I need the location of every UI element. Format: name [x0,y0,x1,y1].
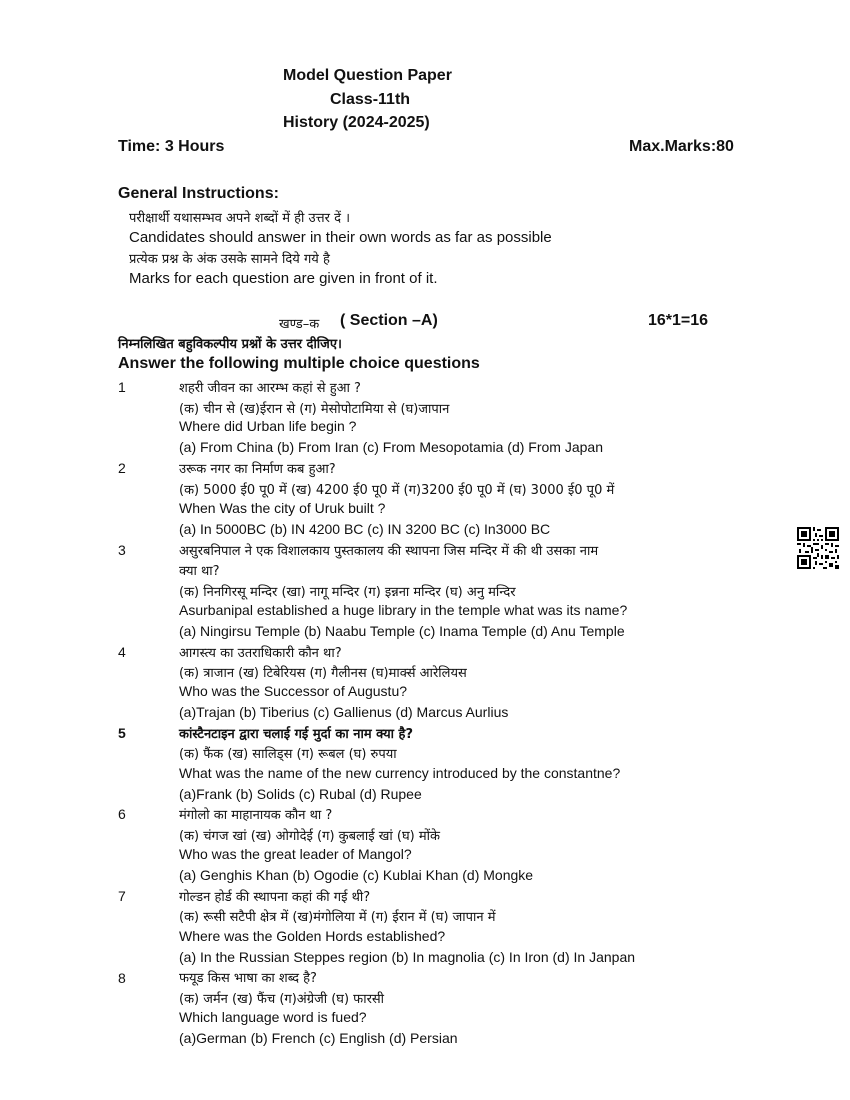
section-label-hi: खण्ड–क [279,317,320,332]
question-options-hi: (क) निनगिरसू मन्दिर (खा) नागू मन्दिर (ग) इन्नना मन्दिर (घ) अनु मन्दिर [179,585,516,600]
question-number: 8 [118,970,126,986]
question-number: 2 [118,460,126,476]
instructions-heading: General Instructions: [118,185,279,202]
question-text-hi: मंगोलो का माहानायक कौन था ? [179,808,333,823]
question-number: 5 [118,725,126,741]
question-options-en: (a)German (b) French (c) English (d) Persian [179,1030,458,1046]
paper-class: Class-11th [330,91,411,108]
question-options-hi: (क) चंगज खां (ख) ओगोदेई (ग) कुबलाई खां (घ) मोंके [179,829,440,844]
section-instruction-hi: निम्नलिखित बहुविकल्पीय प्रश्नों के उत्तर दीजिए। [118,337,342,352]
question-options-en: (a) Ningirsu Temple (b) Naabu Temple (c) Inama Temple (d) Anu Temple [179,623,625,639]
section-label-en: ( Section –A) [340,312,438,329]
paper-time: Time: 3 Hours [118,138,225,155]
question-options-hi: (क) रूसी सटैपी क्षेत्र में (ख)मंगोलिया में (ग) ईरान में (घ) जापान में [179,910,496,925]
instruction-line: प्रत्येक प्रश्न के अंक उसके सामने दिये गये है [129,252,330,267]
instruction-line: परीक्षार्थी यथासम्भव अपने शब्दों में ही उत्तर दें । [129,211,351,226]
question-text-en: What was the name of the new currency introduced by the constantne? [179,765,621,781]
question-text-en: Which language word is fued? [179,1009,367,1025]
question-number: 3 [118,542,126,558]
question-number: 6 [118,806,126,822]
question-text-en: Where did Urban life begin ? [179,418,357,434]
question-text-en: When Was the city of Uruk built ? [179,500,386,516]
question-number: 4 [118,644,126,660]
section-instruction-en: Answer the following multiple choice questions [118,355,480,372]
question-options-en: (a) Genghis Khan (b) Ogodie (c) Kublai Khan (d) Mongke [179,867,534,883]
question-number: 1 [118,379,126,395]
paper-subject: History (2024-2025) [283,114,430,131]
section-marks: 16*1=16 [648,312,709,329]
question-options-hi: (क) त्राजान (ख) टिबेरियस (ग) गैलीनस (घ)मार्क्स आरेलियस [179,666,467,681]
question-options-hi: (क) चीन से (ख)ईरान से (ग) मेसोपोटामिया से (घ)जापान [179,402,450,417]
question-options-en: (a) In 5000BC (b) IN 4200 BC (c) IN 3200 BC (c) In3000 BC [179,521,551,537]
question-text-hi: शहरी जीवन का आरम्भ कहां से हुआ ? [179,381,361,396]
question-text-en: Who was the Successor of Augustu? [179,683,408,699]
qr-code-icon [797,527,839,569]
question-number: 7 [118,888,126,904]
question-options-hi: (क) जर्मन (ख) फैंच (ग)अंग्रेजी (घ) फारसी [179,992,385,1007]
question-text-hi: गोल्डन होर्ड की स्थापना कहां की गई थी? [179,890,371,905]
paper-title: Model Question Paper [283,67,452,84]
question-text-en: Who was the great leader of Mangol? [179,846,412,862]
question-text-hi: आगस्त्य का उतराधिकारी कौन था? [179,646,342,661]
question-options-hi: (क) फैंक (ख) सालिड्स (ग) रूबल (घ) रुपया [179,747,397,762]
question-options-en: (a)Trajan (b) Tiberius (c) Gallienus (d) Marcus Aurlius [179,704,509,720]
instruction-line: Marks for each question are given in front of it. [129,270,438,287]
question-options-en: (a) From China (b) From Iran (c) From Mesopotamia (d) From Japan [179,439,603,455]
question-text-en: Asurbanipal established a huge library in the temple what was its name? [179,602,628,618]
question-options-en: (a)Frank (b) Solids (c) Rubal (d) Rupee [179,786,422,802]
question-text-hi-cont: क्या था? [179,564,220,579]
question-text-hi: कांस्टैनटाइन द्वारा चलाई गई मुर्दा का नाम क्या है? [179,727,414,742]
question-options-hi: (क) 5000 ई0 पू0 में (ख) 4200 ई0 पू0 में (ग)3200 ई0 पू0 में (घ) 3000 ई0 पू0 में [179,483,615,498]
question-text-hi: फयूड किस भाषा का शब्द है? [179,971,317,986]
question-options-en: (a) In the Russian Steppes region (b) In magnolia (c) In Iron (d) In Janpan [179,949,636,965]
question-text-hi: असुरबनिपाल ने एक विशालकाय पुस्तकालय की स्थापना जिस मन्दिर में की थी उसका नाम [179,544,599,559]
paper-max-marks: Max.Marks:80 [629,138,734,155]
instruction-line: Candidates should answer in their own words as far as possible [129,229,552,246]
question-text-hi: उरूक नगर का निर्माण कब हुआ? [179,462,336,477]
question-text-en: Where was the Golden Hords established? [179,928,446,944]
